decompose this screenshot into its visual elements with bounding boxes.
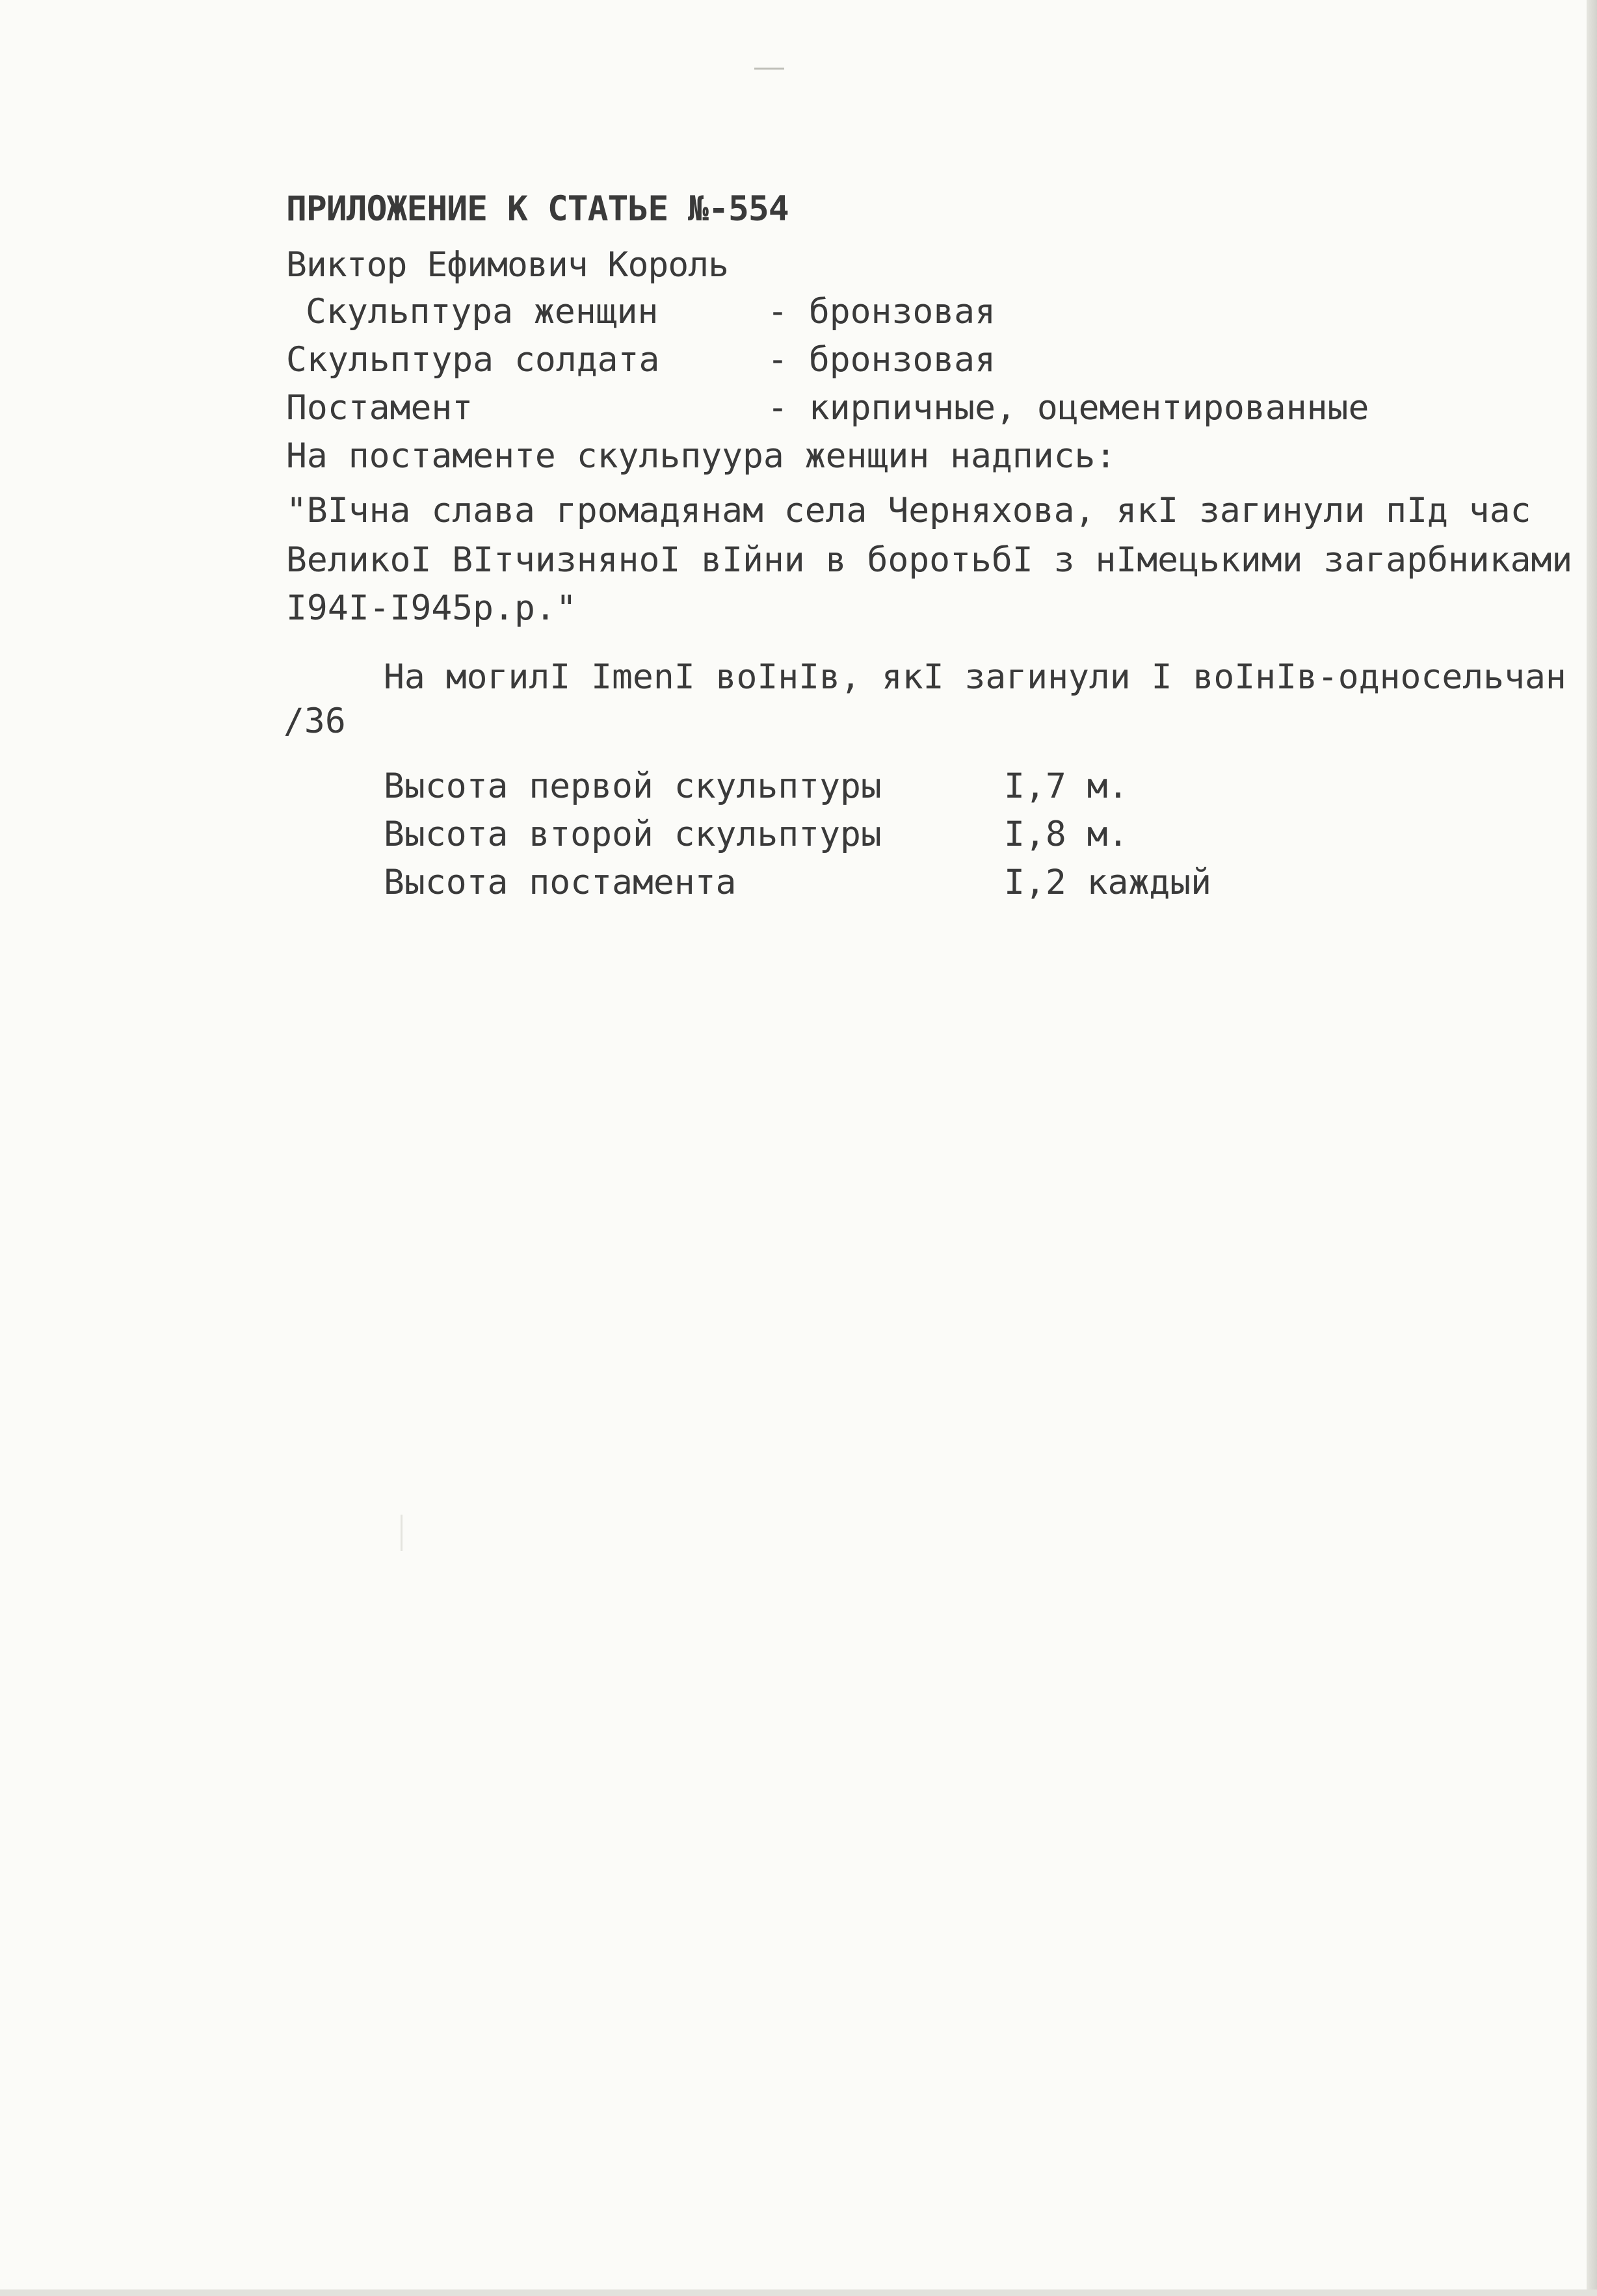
author-name: Виктор Ефимович Король: [286, 245, 728, 285]
material-value-3: - кирпичные, оцементированные: [767, 388, 1369, 428]
material-label-1: Скульптура женщин: [306, 292, 659, 332]
page-edge-right: [1587, 0, 1597, 2296]
dimension-label-1: Высота первой скульптуры: [384, 766, 882, 806]
dimension-value-1: I,7 м.: [1004, 766, 1129, 806]
material-value-2: - бронзовая: [767, 340, 996, 380]
inscription-line-2: ВеликоI ВIтчизняноI вIйни в боротьбI з нIмецькими загарбниками: [286, 540, 1573, 580]
inscription-line-1: "ВIчна слава громадянам села Черняхова, якI загинули пIд час: [286, 491, 1531, 530]
inscription-intro: На постаменте скульпуура женщин надпись:: [286, 436, 1116, 476]
dimension-value-2: I,8 м.: [1004, 815, 1129, 854]
material-label-3: Постамент: [286, 388, 473, 428]
page-edge-bottom: [0, 2289, 1597, 2296]
dimension-value-3: I,2 каждый: [1004, 863, 1212, 902]
paper-speck: [401, 1515, 403, 1551]
grave-text-line-1: На могилI ImenI воIнIв, якI загинули I воIнIв-односельчан: [384, 657, 1566, 697]
dimension-label-2: Высота второй скульптуры: [384, 815, 882, 854]
page-title: ПРИЛОЖЕНИЕ К СТАТЬЕ №-554: [286, 189, 789, 229]
grave-text-line-2: /36: [284, 701, 346, 741]
inscription-line-3: I94I-I945р.р.": [286, 588, 577, 628]
material-label-2: Скульптура солдата: [286, 340, 660, 380]
material-value-1: - бронзовая: [767, 292, 996, 332]
dimension-label-3: Высота постамента: [384, 863, 737, 902]
paper-speck: [754, 68, 784, 70]
